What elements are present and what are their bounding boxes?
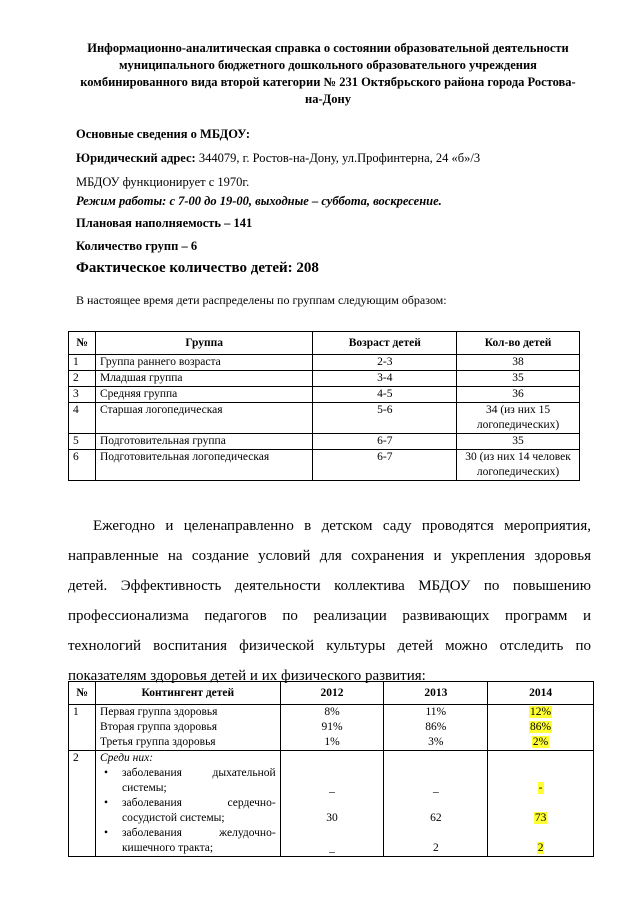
diseases-cell xyxy=(95,751,280,857)
value-cell: 62 xyxy=(430,812,442,824)
group-count xyxy=(457,450,580,481)
table-header-row xyxy=(69,682,594,705)
disease-item xyxy=(100,796,276,826)
values-2012 xyxy=(280,751,384,857)
paragraph-line: направленные на создание условий для сохранения и укрепления здоровья xyxy=(68,548,591,564)
row-number: 1 xyxy=(69,705,96,751)
values-2013 xyxy=(384,705,488,751)
row-number: 5 xyxy=(69,434,96,450)
table-row xyxy=(69,705,594,751)
address-label: Юридический адрес: xyxy=(76,151,196,165)
column-header: Контингент детей xyxy=(95,682,280,705)
title-line: Информационно-аналитическая справка о состоянии образовательной деятельности xyxy=(87,41,569,55)
paragraph-line: показателям здоровья детей и их физического развития: xyxy=(68,668,426,684)
group-count: 35 xyxy=(457,434,580,450)
group-name: Средняя группа xyxy=(95,387,313,403)
row-number: 2 xyxy=(69,371,96,387)
column-header: № xyxy=(69,682,96,705)
group-count-line: логопедических) xyxy=(476,466,560,478)
work-mode: Режим работы: с 7-00 до 19-00, выходные – суббота, воскресение. xyxy=(76,194,442,208)
table-row xyxy=(69,387,580,403)
highlighted-value: - xyxy=(538,782,543,794)
basic-info-heading: Основные сведения о МБДОУ: xyxy=(76,127,251,141)
highlighted-value: 86% xyxy=(530,721,552,733)
disease-line: • заболевания сердечно- xyxy=(121,797,276,809)
values-2012 xyxy=(280,705,384,751)
row-number: 2 xyxy=(69,751,96,857)
column-header: Возраст детей xyxy=(313,332,457,355)
group-name: Старшая логопедическая xyxy=(95,403,313,434)
table-row xyxy=(69,355,580,371)
disease-line: • заболевания дыхательной xyxy=(121,767,276,779)
groups-count: Количество групп – 6 xyxy=(76,239,198,253)
value-cell: 11% xyxy=(425,706,447,718)
group-count xyxy=(457,403,580,434)
paragraph-line: профессионализма педагогов по реализации развивающих программ и xyxy=(68,608,591,624)
disease-line: системы; xyxy=(121,782,167,794)
group-count-line: 30 (из них 14 человек xyxy=(465,451,571,463)
table-header-row xyxy=(69,332,580,355)
value-cell: _ xyxy=(329,782,335,794)
highlighted-value: 2% xyxy=(532,736,549,748)
value-cell: 8% xyxy=(324,706,340,718)
group-age: 5-6 xyxy=(313,403,457,434)
groups-table xyxy=(68,331,580,481)
group-count: 35 xyxy=(457,371,580,387)
group-age: 6-7 xyxy=(313,434,457,450)
actual-children: Фактическое количество детей: 208 xyxy=(76,260,319,276)
group-name: Подготовительная группа xyxy=(95,434,313,450)
address-value: 344079, г. Ростов-на-Дону, ул.Профинтерна, 24 «б»/3 xyxy=(195,151,481,165)
row-number: 6 xyxy=(69,450,96,481)
row-number: 1 xyxy=(69,355,96,371)
legal-address xyxy=(76,151,480,166)
group-name: Младшая группа xyxy=(95,371,313,387)
group-age: 3-4 xyxy=(313,371,457,387)
group-count: 38 xyxy=(457,355,580,371)
value-cell: _ xyxy=(329,842,335,854)
group-age: 4-5 xyxy=(313,387,457,403)
health-group-label: Вторая группа здоровья xyxy=(99,721,218,733)
table-row xyxy=(69,434,580,450)
title-line: комбинированного вида второй категории № 231 Октябрьского района города Ростова- xyxy=(80,75,576,89)
health-paragraph xyxy=(68,511,591,691)
row-number: 3 xyxy=(69,387,96,403)
disease-item xyxy=(100,826,276,856)
group-count-line: логопедических) xyxy=(476,419,560,431)
highlighted-value: 2 xyxy=(537,842,544,854)
highlighted-value: 73 xyxy=(534,812,547,824)
values-2013 xyxy=(384,751,488,857)
table-row xyxy=(69,450,580,481)
paragraph-line: Ежегодно и целенаправленно в детском саду проводятся мероприятия, xyxy=(93,518,591,534)
planned-capacity: Плановая наполняемость – 141 xyxy=(76,216,253,230)
group-count-line: 34 (из них 15 xyxy=(485,404,551,416)
value-cell: 30 xyxy=(326,812,338,824)
table-row xyxy=(69,371,580,387)
group-age: 2-3 xyxy=(313,355,457,371)
group-name: Группа раннего возраста xyxy=(95,355,313,371)
health-table xyxy=(68,681,594,857)
table-row xyxy=(69,751,594,857)
disease-line: • заболевания желудочно- xyxy=(121,827,276,839)
disease-line: сосудистой системы; xyxy=(121,812,225,824)
intro-text: В настоящее время дети распределены по группам следующим образом: xyxy=(76,293,447,307)
highlighted-value: 12% xyxy=(530,706,552,718)
health-group-label: Первая группа здоровья xyxy=(99,706,218,718)
column-header: 2013 xyxy=(384,682,488,705)
value-cell: 91% xyxy=(321,721,343,733)
title-line: на-Дону xyxy=(305,92,351,106)
table-row xyxy=(69,403,580,434)
column-header: № xyxy=(69,332,96,355)
value-cell: _ xyxy=(432,782,439,794)
operating-since: МБДОУ функционирует с 1970г. xyxy=(76,175,250,189)
value-cell: 1% xyxy=(324,736,340,748)
title-line: муниципального бюджетного дошкольного образовательного учреждения xyxy=(119,58,537,72)
value-cell: 2 xyxy=(432,842,439,854)
paragraph-line: технологий воспитания физической культуры детей можно отследить по xyxy=(68,638,591,654)
group-count: 36 xyxy=(457,387,580,403)
group-name: Подготовительная логопедическая xyxy=(95,450,313,481)
column-header: Группа xyxy=(95,332,313,355)
diseases-heading: Среди них: xyxy=(99,752,154,764)
values-2014 xyxy=(488,705,594,751)
health-group-label: Третья группа здоровья xyxy=(99,736,216,748)
column-header: 2014 xyxy=(488,682,594,705)
row-number: 4 xyxy=(69,403,96,434)
health-groups-cell xyxy=(95,705,280,751)
value-cell: 3% xyxy=(428,736,444,748)
group-age: 6-7 xyxy=(313,450,457,481)
values-2014 xyxy=(488,751,594,857)
disease-line: кишечного тракта; xyxy=(121,842,214,854)
column-header: Кол-во детей xyxy=(457,332,580,355)
document-title xyxy=(68,40,588,108)
paragraph-line: детей. Эффективность деятельности коллектива МБДОУ по повышению xyxy=(68,578,591,594)
value-cell: 86% xyxy=(425,721,447,733)
column-header: 2012 xyxy=(280,682,384,705)
disease-item xyxy=(100,766,276,796)
